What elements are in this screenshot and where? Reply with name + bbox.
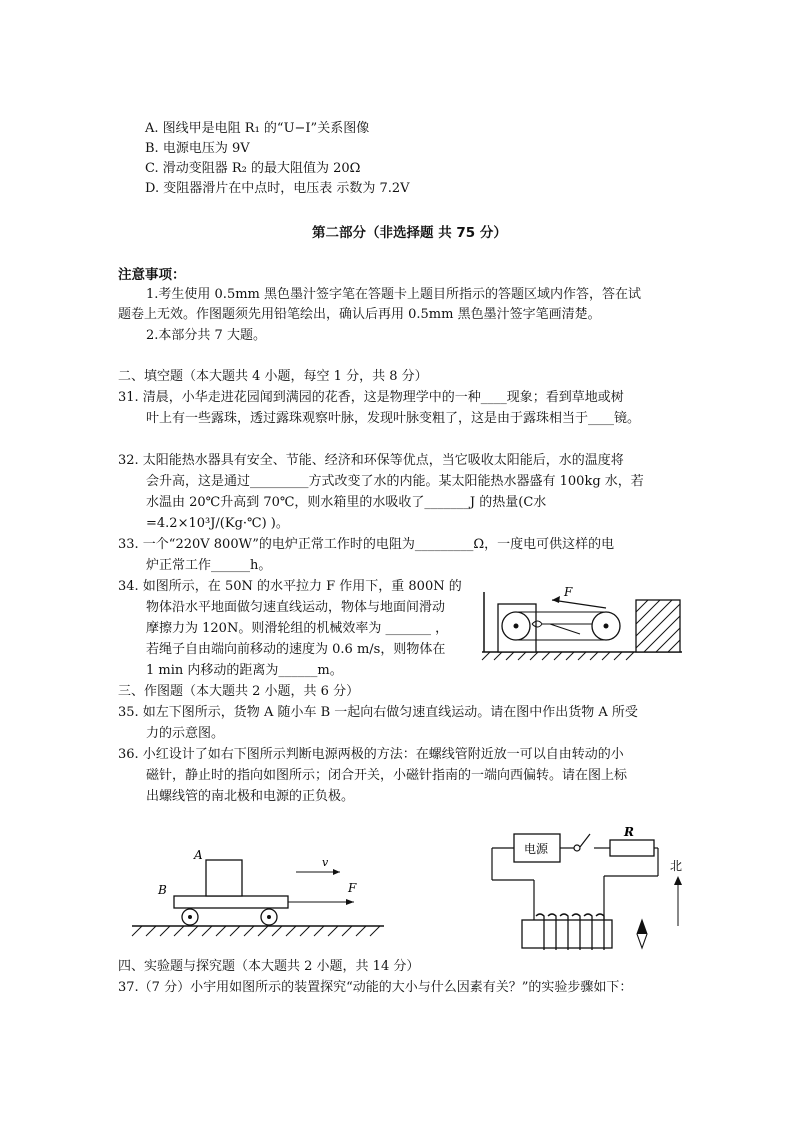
q33-line2: 炉正常工作______h。	[146, 558, 272, 573]
notice-line2: 2.本部分共 7 大题。	[146, 328, 266, 343]
circuit-figure	[486, 820, 696, 950]
q32-line3: 水温由 20℃升高到 70℃，则水箱里的水吸收了_______J 的热量(C水	[146, 495, 547, 510]
q31-line2: 叶上有一些露珠，透过露珠观察叶脉，发现叶脉变粗了，这是由于露珠相当于____镜。	[146, 411, 641, 426]
pulley-figure	[480, 578, 685, 662]
cart-force-label: F	[348, 881, 357, 895]
part2-title: 第二部分（非选择题 共 75 分）	[312, 225, 507, 241]
choice-b: B. 电源电压为 9V	[145, 141, 250, 156]
section2-title: 二、填空题（本大题共 4 小题，每空 1 分，共 8 分）	[118, 369, 428, 384]
resistor	[610, 840, 654, 856]
pulley-force-label: F	[564, 585, 573, 599]
q37-line1: 37.（7 分）小宇用如图所示的装置探究“动能的大小与什么因素有关？”的实验步骤如下：	[118, 980, 633, 995]
notice-line1a: 1.考生使用 0.5mm 黑色墨汁签字笔在答题卡上题目所指示的答题区域内作答，答在试	[146, 287, 641, 302]
q32-line2: 会升高，这是通过_________方式改变了水的内能。某太阳能热水器盛有 100kg 水，若	[146, 474, 644, 489]
q32-line1: 32. 太阳能热水器具有安全、节能、经济和环保等优点，当它吸收太阳能后，水的温度将	[118, 453, 624, 468]
choice-a: A. 图线甲是电阻 R₁ 的“U−I”关系图像	[145, 121, 370, 136]
q34-line3: 摩擦力为 120N。则滑轮组的机械效率为 _______ ，	[146, 621, 449, 636]
q34-line1: 34. 如图所示，在 50N 的水平拉力 F 作用下，重 800N 的	[118, 579, 462, 594]
choice-c: C. 滑动变阻器 R₂ 的最大阻值为 20Ω	[145, 161, 361, 176]
resistor-label: R	[624, 825, 634, 839]
cart-figure	[128, 838, 388, 944]
cart-b	[174, 896, 288, 908]
notice-title: 注意事项：	[118, 267, 186, 283]
solenoid	[522, 920, 612, 948]
section3-title: 三、作图题（本大题共 2 小题，共 6 分）	[118, 684, 360, 699]
cart-label: B	[158, 883, 167, 897]
velocity-label: v	[322, 856, 329, 869]
power-source-label: 电源	[524, 842, 549, 856]
north-label: 北	[670, 859, 683, 873]
q32-line4: =4.2×10³J/(Kg·℃) )。	[146, 516, 289, 531]
q33-line1: 33. 一个“220V 800W”的电炉正常工作时的电阻为_________Ω，一度电可供这样的电	[118, 537, 615, 552]
q35-line1: 35. 如左下图所示，货物 A 随小车 B 一起向右做匀速直线运动。请在图中作出货物 A 所受	[118, 705, 638, 720]
q34-line4: 若绳子自由端向前移动的速度为 0.6 m/s，则物体在	[146, 642, 446, 657]
section4-title: 四、实验题与探究题（本大题共 2 小题，共 14 分）	[118, 959, 420, 974]
q36-line3: 出螺线管的南北极和电源的正负极。	[146, 789, 355, 804]
q35-line2: 力的示意图。	[146, 726, 225, 741]
q36-line1: 36. 小红设计了如右下图所示判断电源两极的方法：在螺线管附近放一可以自由转动的小	[118, 747, 624, 762]
choice-d: D. 变阻器滑片在中点时，电压表 示数为 7.2V	[145, 181, 410, 196]
q34-line5: 1 min 内移动的距离为______m。	[146, 663, 343, 678]
q31-line1: 31. 清晨，小华走进花园闻到满园的花香，这是物理学中的一种____现象；看到草地或树	[118, 390, 624, 405]
cargo-label: A	[194, 848, 203, 862]
cargo-a	[206, 860, 242, 896]
q34-line2: 物体沿水平地面做匀速直线运动，物体与地面间滑动	[146, 600, 446, 615]
q36-line2: 磁针，静止时的指向如图所示；闭合开关，小磁针指南的一端向西偏转。请在图上标	[146, 768, 628, 783]
notice-line1b: 题卷上无效。作图题须先用铅笔绘出，确认后再用 0.5mm 黑色墨汁签字笔画清楚。	[118, 307, 601, 322]
